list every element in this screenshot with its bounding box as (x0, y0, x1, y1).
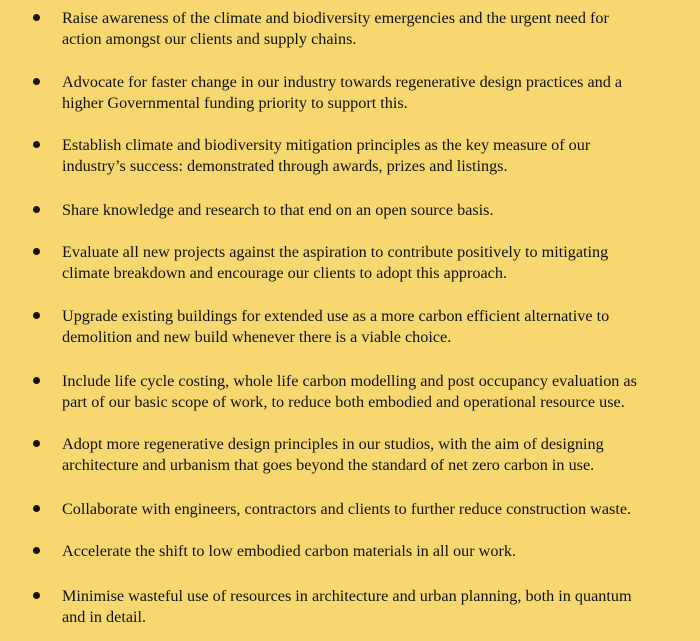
list-item-text: Minimise wasteful use of resources in architecture and urban planning, both in quantum and in detail. (62, 587, 632, 626)
list-item-text: Advocate for faster change in our industry towards regenerative design practices and a higher Governmental funding priority to support this. (62, 73, 623, 112)
bullet-icon (33, 547, 40, 554)
bullet-icon (33, 14, 40, 21)
bullet-icon (33, 377, 40, 384)
bullet-icon (33, 505, 40, 512)
bullet-icon (33, 248, 40, 255)
bullet-icon (33, 592, 40, 599)
bullet-icon (33, 312, 40, 319)
bullet-icon (33, 141, 40, 148)
list-item-text: Upgrade existing buildings for extended use as a more carbon efficient alternative to demolition and new build whenever there is a viable choice. (62, 307, 610, 346)
list-item-text: Include life cycle costing, whole life carbon modelling and post occupancy evaluation as part of our basic scope of work, to reduce both embodied and operational resource use. (62, 372, 637, 411)
list-item-text: Raise awareness of the climate and biodiversity emergencies and the urgent need for action amongst our clients and supply chains. (62, 9, 609, 48)
bullet-icon (33, 206, 40, 213)
bullet-icon (33, 78, 40, 85)
list-item-text: Evaluate all new projects against the aspiration to contribute positively to mitigating climate breakdown and encourage our clients to adopt this approach. (62, 243, 609, 282)
bullet-icon (33, 440, 40, 447)
list-item-text: Share knowledge and research to that end on an open source basis. (62, 201, 494, 219)
list-item-text: Accelerate the shift to low embodied carbon materials in all our work. (62, 542, 516, 560)
list-item-text: Establish climate and biodiversity mitigation principles as the key measure of our industry’s success: demonstrated through awards, prizes and listings. (62, 136, 591, 175)
list-item-text: Adopt more regenerative design principles in our studios, with the aim of designing architecture and urbanism that goes beyond the standard of net zero carbon in use. (62, 435, 604, 474)
list-item-text: Collaborate with engineers, contractors and clients to further reduce construction waste. (62, 500, 632, 518)
